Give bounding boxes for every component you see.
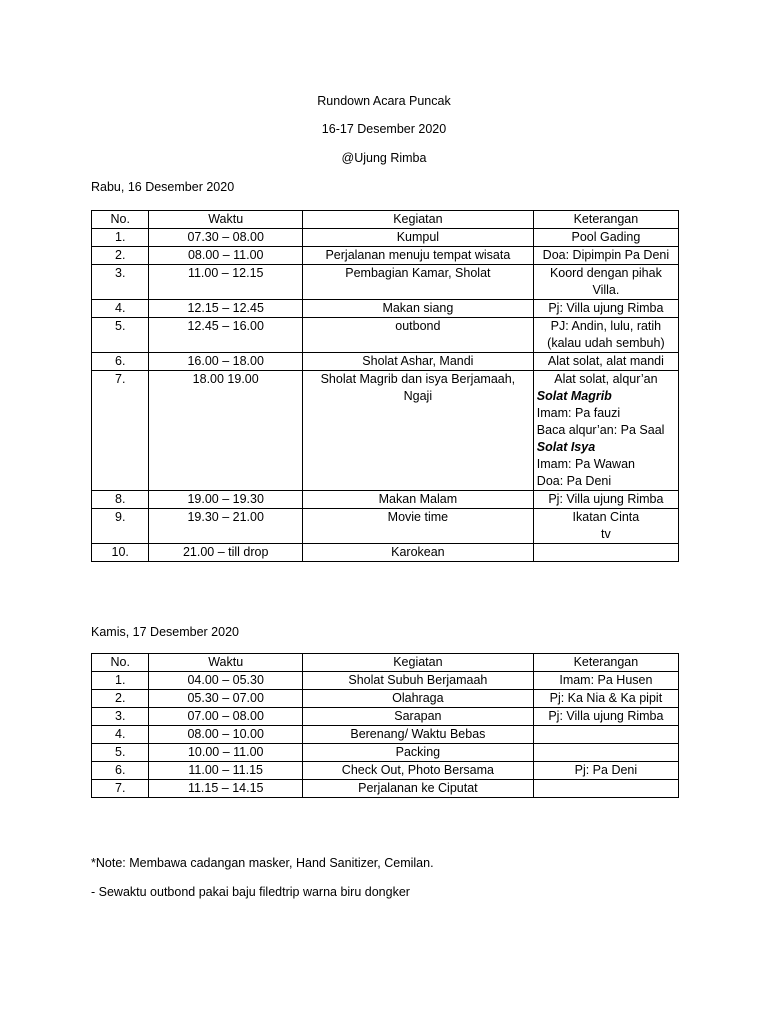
keterangan-detail-line: Baca alqur’an: Pa Saal: [536, 423, 665, 437]
keterangan-line: Pool Gading: [571, 230, 641, 244]
cell-kegiatan: Olahraga: [302, 690, 533, 708]
day1-schedule-table: [91, 210, 679, 562]
cell-waktu: 19.00 – 19.30: [149, 491, 303, 509]
cell-waktu: 12.15 – 12.45: [149, 300, 303, 318]
table-row: [92, 491, 679, 509]
keterangan-detail-line: Imam: Pa fauzi: [536, 406, 621, 420]
keterangan-line: Alat solat, alqur’an: [554, 372, 658, 386]
cell-waktu: 21.00 – till drop: [149, 544, 303, 562]
cell-kegiatan: Sholat Ashar, Mandi: [302, 353, 533, 371]
cell-waktu: 11.00 – 11.15: [149, 762, 303, 780]
cell-no: 6.: [92, 762, 149, 780]
keterangan-line: PJ: Andin, lulu, ratih: [550, 319, 662, 333]
table-row: [92, 300, 679, 318]
cell-no: 2.: [92, 690, 149, 708]
cell-waktu: 12.45 – 16.00: [149, 318, 303, 353]
cell-waktu: 08.00 – 10.00: [149, 726, 303, 744]
cell-keterangan: [533, 318, 678, 353]
cell-keterangan: [533, 491, 678, 509]
cell-no: 6.: [92, 353, 149, 371]
table-header-row: [92, 211, 679, 229]
day2-schedule-table: [91, 653, 679, 798]
cell-no: 3.: [92, 265, 149, 300]
table-row: [92, 544, 679, 562]
cell-waktu: 04.00 – 05.30: [149, 672, 303, 690]
cell-keterangan: [533, 726, 678, 744]
cell-no: 4.: [92, 726, 149, 744]
keterangan-line: Imam: Pa Husen: [559, 673, 653, 687]
cell-no: 7.: [92, 371, 149, 491]
table-row: [92, 371, 679, 491]
document-location: @Ujung Rimba: [341, 151, 427, 165]
cell-keterangan: [533, 744, 678, 762]
keterangan-line: [537, 780, 675, 797]
document-title: Rundown Acara Puncak: [317, 94, 451, 108]
table-row: [92, 708, 679, 726]
cell-waktu: 10.00 – 11.00: [149, 744, 303, 762]
note-line-2: - Sewaktu outbond pakai baju filedtrip warna biru dongker: [91, 885, 410, 899]
keterangan-line: Pj: Villa ujung Rimba: [548, 709, 664, 723]
cell-no: 1.: [92, 229, 149, 247]
table-header-row: [92, 654, 679, 672]
cell-keterangan: [533, 229, 678, 247]
cell-keterangan: [533, 371, 678, 491]
table-row: [92, 247, 679, 265]
table-row: [92, 744, 679, 762]
keterangan-line: Pj: Villa ujung Rimba: [548, 301, 664, 315]
keterangan-detail-line: Solat Magrib: [536, 389, 612, 403]
table-row: [92, 229, 679, 247]
cell-kegiatan: Sholat Subuh Berjamaah: [302, 672, 533, 690]
cell-kegiatan: Berenang/ Waktu Bebas: [302, 726, 533, 744]
cell-kegiatan: Pembagian Kamar, Sholat: [302, 265, 533, 300]
table-row: [92, 318, 679, 353]
cell-keterangan: [533, 708, 678, 726]
cell-kegiatan: Kumpul: [302, 229, 533, 247]
keterangan-line: [537, 544, 675, 561]
header-waktu: Waktu: [149, 211, 303, 229]
cell-no: 1.: [92, 672, 149, 690]
keterangan-line: Villa.: [592, 283, 620, 297]
keterangan-line: Pj: Pa Deni: [574, 763, 638, 777]
cell-keterangan: [533, 780, 678, 798]
cell-kegiatan: Packing: [302, 744, 533, 762]
table-row: [92, 509, 679, 544]
cell-keterangan: [533, 300, 678, 318]
header-keterangan: Keterangan: [533, 654, 678, 672]
table-row: [92, 726, 679, 744]
cell-kegiatan: Check Out, Photo Bersama: [302, 762, 533, 780]
table-row: [92, 265, 679, 300]
keterangan-line: Pj: Ka Nia & Ka pipit: [549, 691, 663, 705]
keterangan-line: tv: [601, 527, 611, 541]
cell-waktu: 08.00 – 11.00: [149, 247, 303, 265]
keterangan-line: Doa: Dipimpin Pa Deni: [542, 248, 670, 262]
cell-waktu: 16.00 – 18.00: [149, 353, 303, 371]
table-row: [92, 353, 679, 371]
note-line-1: *Note: Membawa cadangan masker, Hand Sanitizer, Cemilan.: [91, 856, 434, 870]
header-waktu: Waktu: [149, 654, 303, 672]
keterangan-line: (kalau udah sembuh): [547, 336, 665, 350]
keterangan-detail-line: Solat Isya: [536, 440, 596, 454]
table-row: [92, 780, 679, 798]
keterangan-line: Alat solat, alat mandi: [547, 354, 664, 368]
cell-waktu: 07.00 – 08.00: [149, 708, 303, 726]
cell-keterangan: [533, 509, 678, 544]
cell-keterangan: [533, 690, 678, 708]
cell-keterangan: [533, 544, 678, 562]
keterangan-line: Ikatan Cinta: [572, 510, 640, 524]
cell-waktu: 18.00 19.00: [149, 371, 303, 491]
cell-no: 9.: [92, 509, 149, 544]
cell-keterangan: [533, 247, 678, 265]
table-row: [92, 690, 679, 708]
cell-kegiatan: Sarapan: [302, 708, 533, 726]
keterangan-line: Pj: Villa ujung Rimba: [548, 492, 664, 506]
cell-no: 4.: [92, 300, 149, 318]
day1-title: Rabu, 16 Desember 2020: [91, 180, 235, 194]
document-dates: 16-17 Desember 2020: [321, 122, 447, 136]
day2-title: Kamis, 17 Desember 2020: [91, 625, 239, 639]
cell-no: 5.: [92, 744, 149, 762]
header-kegiatan: Kegiatan: [302, 654, 533, 672]
cell-kegiatan: Movie time: [302, 509, 533, 544]
cell-no: 7.: [92, 780, 149, 798]
cell-kegiatan: Perjalanan ke Ciputat: [302, 780, 533, 798]
cell-no: 2.: [92, 247, 149, 265]
cell-kegiatan: Makan siang: [302, 300, 533, 318]
cell-kegiatan: Sholat Magrib dan isya Berjamaah, Ngaji: [302, 371, 533, 491]
keterangan-line: Koord dengan pihak: [549, 266, 662, 280]
keterangan-detail-line: Doa: Pa Deni: [536, 474, 612, 488]
keterangan-line: [537, 726, 675, 743]
cell-no: 5.: [92, 318, 149, 353]
cell-keterangan: [533, 353, 678, 371]
cell-kegiatan: Perjalanan menuju tempat wisata: [302, 247, 533, 265]
table-row: [92, 672, 679, 690]
cell-waktu: 05.30 – 07.00: [149, 690, 303, 708]
cell-kegiatan: outbond: [302, 318, 533, 353]
header-no: No.: [92, 654, 149, 672]
keterangan-detail-line: Imam: Pa Wawan: [536, 457, 635, 471]
cell-no: 10.: [92, 544, 149, 562]
cell-keterangan: [533, 265, 678, 300]
cell-waktu: 11.00 – 12.15: [149, 265, 303, 300]
cell-waktu: 19.30 – 21.00: [149, 509, 303, 544]
table-row: [92, 762, 679, 780]
cell-kegiatan: Karokean: [302, 544, 533, 562]
header-kegiatan: Kegiatan: [302, 211, 533, 229]
cell-no: 8.: [92, 491, 149, 509]
keterangan-line: [537, 744, 675, 761]
cell-keterangan: [533, 762, 678, 780]
cell-waktu: 11.15 – 14.15: [149, 780, 303, 798]
cell-waktu: 07.30 – 08.00: [149, 229, 303, 247]
header-no: No.: [92, 211, 149, 229]
cell-no: 3.: [92, 708, 149, 726]
header-keterangan: Keterangan: [533, 211, 678, 229]
cell-keterangan: [533, 672, 678, 690]
cell-kegiatan: Makan Malam: [302, 491, 533, 509]
